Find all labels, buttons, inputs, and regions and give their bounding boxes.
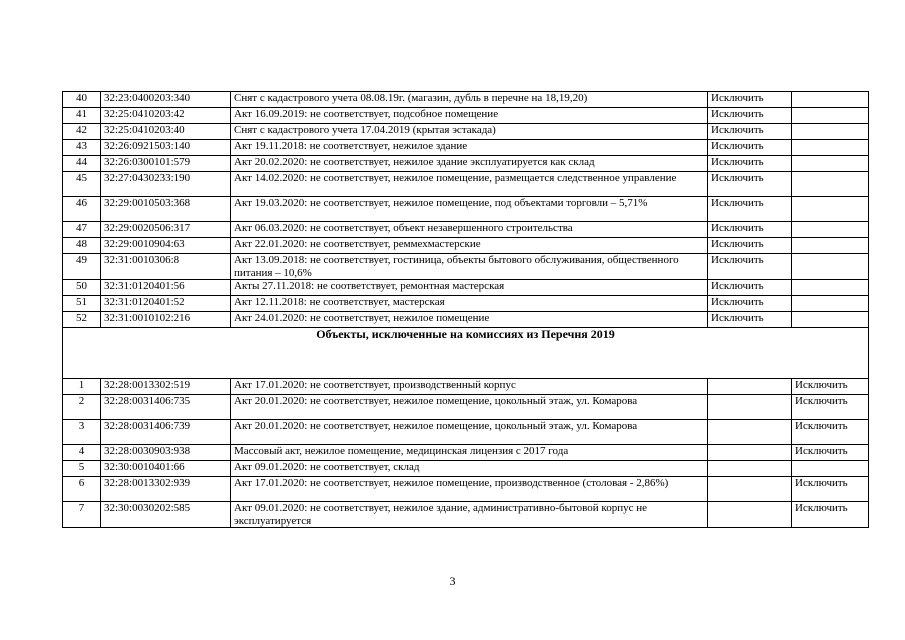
empty-cell: [708, 445, 792, 461]
empty-cell: [792, 296, 869, 312]
decision: Исключить: [792, 420, 869, 445]
decision: [792, 461, 869, 477]
row-number: 6: [63, 477, 101, 502]
cadastral-number: 32:28:0030903:938: [101, 445, 231, 461]
row-number: 3: [63, 420, 101, 445]
act-description: Акт 22.01.2020: не соответствует, реммехмастерские: [231, 238, 708, 254]
decision: Исключить: [792, 445, 869, 461]
empty-cell: [708, 395, 792, 420]
table-row: [63, 197, 869, 222]
empty-cell: [708, 477, 792, 502]
row-number: 2: [63, 395, 101, 420]
page-number: 3: [449, 574, 456, 588]
cadastral-number: 32:28:0013302:939: [101, 477, 231, 502]
act-description: Акт 13.09.2018: не соответствует, гостиница, объекты бытового обслуживания, общественного питания – 10,6%: [231, 254, 708, 280]
table-row: [63, 420, 869, 445]
row-number: 43: [63, 140, 101, 156]
table-row: [63, 254, 869, 280]
decision: Исключить: [708, 197, 792, 222]
row-number: 7: [63, 502, 101, 528]
decision: Исключить: [708, 172, 792, 197]
act-description: Акт 19.11.2018: не соответствует, нежилое здание: [231, 140, 708, 156]
empty-cell: [792, 312, 869, 328]
section-title: Объекты, исключенные на комиссиях из Перечня 2019: [63, 328, 869, 379]
cadastral-number: 32:29:0010503:368: [101, 197, 231, 222]
empty-cell: [792, 92, 869, 108]
decision: Исключить: [708, 222, 792, 238]
act-description: Снят с кадастрового учета 08.08.19г. (магазин, дубль в перечне на 18,19,20): [231, 92, 708, 108]
row-number: 49: [63, 254, 101, 280]
empty-cell: [792, 108, 869, 124]
cadastral-number: 32:31:0010306:8: [101, 254, 231, 280]
row-number: 47: [63, 222, 101, 238]
table-row: [63, 296, 869, 312]
empty-cell: [708, 461, 792, 477]
decision: Исключить: [708, 140, 792, 156]
decision: Исключить: [708, 238, 792, 254]
decision: Исключить: [708, 280, 792, 296]
row-number: 51: [63, 296, 101, 312]
decision: Исключить: [708, 92, 792, 108]
decision: Исключить: [792, 379, 869, 395]
table-row: [63, 312, 869, 328]
act-description: Акт 16.09.2019: не соответствует, подсобное помещение: [231, 108, 708, 124]
table-row: [63, 222, 869, 238]
cadastral-number: 32:25:0410203:42: [101, 108, 231, 124]
empty-cell: [792, 156, 869, 172]
act-description: Акты 27.11.2018: не соответствует, ремонтная мастерская: [231, 280, 708, 296]
table-row: [63, 502, 869, 528]
act-description: Снят с кадастрового учета 17.04.2019 (крытая эстакада): [231, 124, 708, 140]
section-row: [63, 328, 869, 379]
row-number: 48: [63, 238, 101, 254]
cadastral-number: 32:30:0010401:66: [101, 461, 231, 477]
row-number: 4: [63, 445, 101, 461]
act-description: Акт 06.03.2020: не соответствует, объект незавершенного строительства: [231, 222, 708, 238]
act-description: Акт 24.01.2020: не соответствует, нежилое помещение: [231, 312, 708, 328]
decision: Исключить: [708, 254, 792, 280]
cadastral-number: 32:28:0013302:519: [101, 379, 231, 395]
decision: Исключить: [792, 477, 869, 502]
decision: Исключить: [708, 108, 792, 124]
empty-cell: [792, 197, 869, 222]
act-description: Акт 20.01.2020: не соответствует, нежилое помещение, цокольный этаж, ул. Комарова: [231, 420, 708, 445]
row-number: 42: [63, 124, 101, 140]
act-description: Акт 17.01.2020: не соответствует, производственный корпус: [231, 379, 708, 395]
row-number: 45: [63, 172, 101, 197]
act-description: Акт 20.01.2020: не соответствует, нежилое помещение, цокольный этаж, ул. Комарова: [231, 395, 708, 420]
empty-cell: [792, 140, 869, 156]
table-row: [63, 445, 869, 461]
decision: Исключить: [792, 395, 869, 420]
cadastral-number: 32:31:0120401:56: [101, 280, 231, 296]
table-row: [63, 280, 869, 296]
table-row: [63, 172, 869, 197]
act-description: Массовый акт, нежилое помещение, медицинская лицензия с 2017 года: [231, 445, 708, 461]
cadastral-number: 32:31:0120401:52: [101, 296, 231, 312]
row-number: 52: [63, 312, 101, 328]
row-number: 46: [63, 197, 101, 222]
table-row: [63, 477, 869, 502]
act-description: Акт 14.02.2020: не соответствует, нежилое помещение, размещается следственное управление: [231, 172, 708, 197]
row-number: 40: [63, 92, 101, 108]
table-row: [63, 238, 869, 254]
table-row: [63, 92, 869, 108]
table-row: [63, 140, 869, 156]
decision: Исключить: [708, 312, 792, 328]
cadastral-number: 32:31:0010102:216: [101, 312, 231, 328]
decision: Исключить: [792, 502, 869, 528]
cadastral-number: 32:29:0010904:63: [101, 238, 231, 254]
cadastral-number: 32:25:0410203:40: [101, 124, 231, 140]
cadastral-number: 32:30:0030202:585: [101, 502, 231, 528]
table-row: [63, 461, 869, 477]
cadastral-number: 32:26:0300101:579: [101, 156, 231, 172]
objects-table: [62, 91, 869, 528]
act-description: Акт 17.01.2020: не соответствует, нежилое помещение, производственное (столовая - 2,86%): [231, 477, 708, 502]
empty-cell: [708, 420, 792, 445]
cadastral-number: 32:28:0031406:735: [101, 395, 231, 420]
empty-cell: [792, 124, 869, 140]
cadastral-number: 32:27:0430233:190: [101, 172, 231, 197]
row-number: 50: [63, 280, 101, 296]
act-description: Акт 09.01.2020: не соответствует, склад: [231, 461, 708, 477]
decision: Исключить: [708, 296, 792, 312]
table-row: [63, 108, 869, 124]
act-description: Акт 12.11.2018: не соответствует, мастерская: [231, 296, 708, 312]
table-row: [63, 124, 869, 140]
table-row: [63, 395, 869, 420]
empty-cell: [708, 502, 792, 528]
cadastral-number: 32:29:0020506:317: [101, 222, 231, 238]
decision: Исключить: [708, 156, 792, 172]
act-description: Акт 09.01.2020: не соответствует, нежилое здание, административно-бытовой корпус не эксплуатируется: [231, 502, 708, 528]
act-description: Акт 19.03.2020: не соответствует, нежилое помещение, под объектами торговли – 5,71%: [231, 197, 708, 222]
cadastral-number: 32:26:0921503:140: [101, 140, 231, 156]
empty-cell: [792, 254, 869, 280]
empty-cell: [792, 222, 869, 238]
row-number: 5: [63, 461, 101, 477]
row-number: 1: [63, 379, 101, 395]
empty-cell: [792, 238, 869, 254]
row-number: 44: [63, 156, 101, 172]
table-row: [63, 379, 869, 395]
table-row: [63, 156, 869, 172]
act-description: Акт 20.02.2020: не соответствует, нежилое здание эксплуатируется как склад: [231, 156, 708, 172]
cadastral-number: 32:23:0400203:340: [101, 92, 231, 108]
empty-cell: [792, 172, 869, 197]
empty-cell: [708, 379, 792, 395]
cadastral-number: 32:28:0031406:739: [101, 420, 231, 445]
row-number: 41: [63, 108, 101, 124]
empty-cell: [792, 280, 869, 296]
decision: Исключить: [708, 124, 792, 140]
